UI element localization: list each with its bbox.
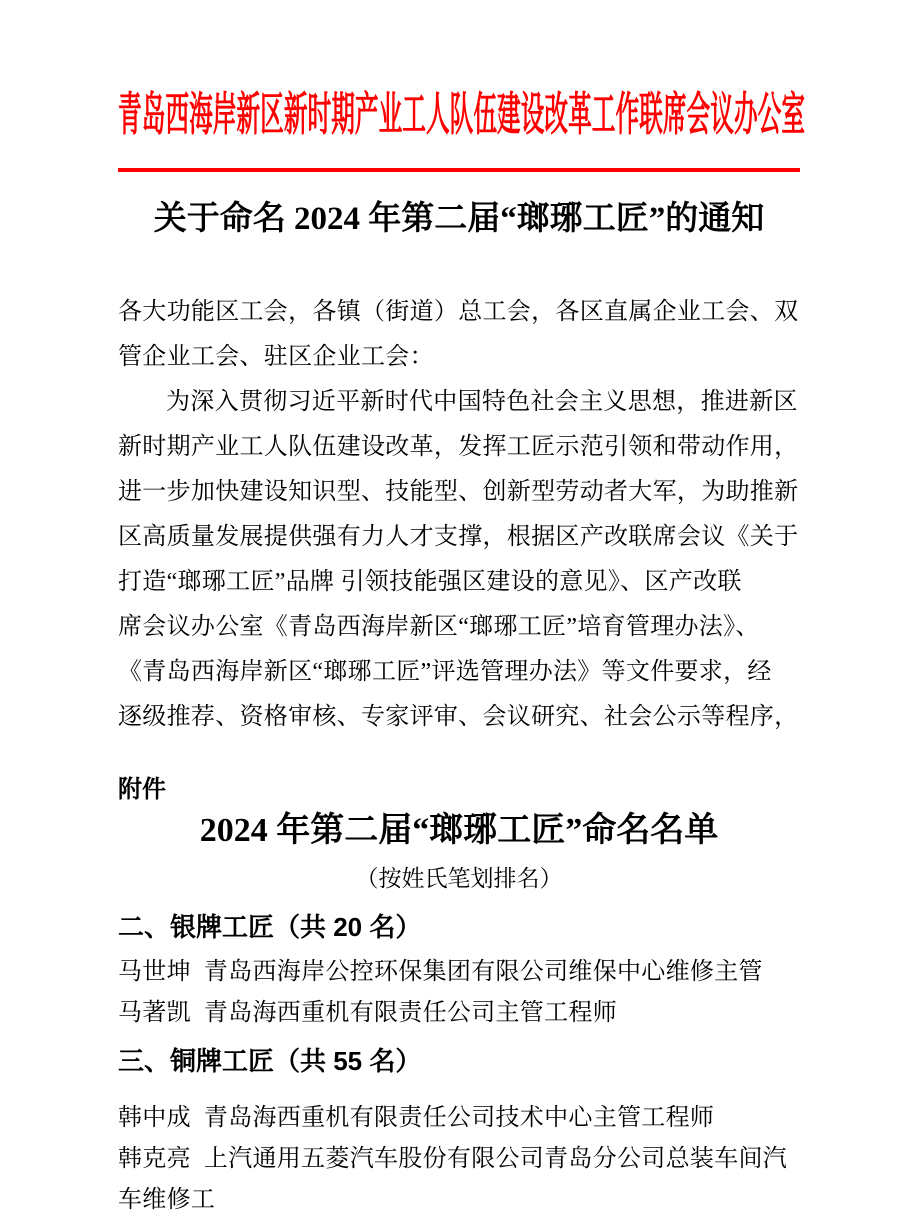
craftsman-affiliation: 青岛海西重机有限责任公司技术中心主管工程师	[203, 1105, 715, 1131]
body-line: 进一步加快建设知识型、技能型、创新型劳动者大军，为助推新	[118, 479, 799, 505]
section-heading-bronze: 三、铜牌工匠（共 55 名）	[118, 1046, 422, 1076]
craftsman-affiliation: 上汽通用五菱汽车股份有限公司青岛分公司总装车间汽车维修工	[118, 1146, 788, 1213]
body-line: 席会议办公室《青岛西海岸新区“瑯琊工匠”培育管理办法》、	[118, 614, 760, 640]
document-content	[118, 90, 804, 1221]
craftsman-entry	[118, 993, 808, 1034]
salutation-line: 各大功能区工会，各镇（街道）总工会，各区直属企业工会、双	[118, 299, 799, 325]
craftsman-entry	[118, 952, 808, 993]
letterhead-office-name: 青岛西海岸新区新时期产业工人队伍建设改革工作联席会议办公室	[118, 89, 806, 140]
craftsman-affiliation: 青岛西海岸公控环保集团有限公司维保中心维修主管	[203, 959, 763, 985]
craftsman-affiliation: 青岛海西重机有限责任公司主管工程师	[203, 1000, 618, 1026]
notice-body	[118, 290, 804, 740]
body-line: 打造“瑯琊工匠”品牌 引领技能强区建设的意见》、区产改联	[118, 569, 742, 595]
silver-entries	[118, 952, 808, 1034]
attachment-label: 附件	[118, 776, 166, 803]
salutation-line: 管企业工会、驻区企业工会：	[118, 344, 434, 370]
craftsman-name: 韩中成	[118, 1105, 191, 1131]
craftsman-entry	[118, 1098, 808, 1139]
craftsman-entry	[118, 1139, 808, 1221]
letterhead-divider	[118, 168, 800, 172]
attachment-list-title: 2024 年第二届“瑯琊工匠”命名名单	[199, 812, 719, 849]
sort-note: （按姓氏笔划排名）	[355, 866, 563, 891]
craftsman-name: 马著凯	[118, 1000, 191, 1026]
body-line: 逐级推荐、资格审核、专家评审、会议研究、社会公示等程序，	[118, 704, 799, 730]
body-line: 为深入贯彻习近平新时代中国特色社会主义思想，推进新区	[166, 389, 798, 415]
bronze-entries	[118, 1098, 808, 1221]
craftsman-name: 马世坤	[118, 959, 191, 985]
craftsman-name: 韩克亮	[118, 1146, 191, 1172]
body-line: 《青岛西海岸新区“瑯琊工匠”评选管理办法》等文件要求，经	[118, 659, 772, 685]
notice-title: 关于命名 2024 年第二届“瑯琊工匠”的通知	[153, 201, 765, 237]
section-heading-silver: 二、银牌工匠（共 20 名）	[118, 912, 422, 942]
body-line: 新时期产业工人队伍建设改革，发挥工匠示范引领和带动作用，	[118, 434, 799, 460]
body-line: 区高质量发展提供强有力人才支撑，根据区产改联席会议《关于	[118, 524, 799, 550]
